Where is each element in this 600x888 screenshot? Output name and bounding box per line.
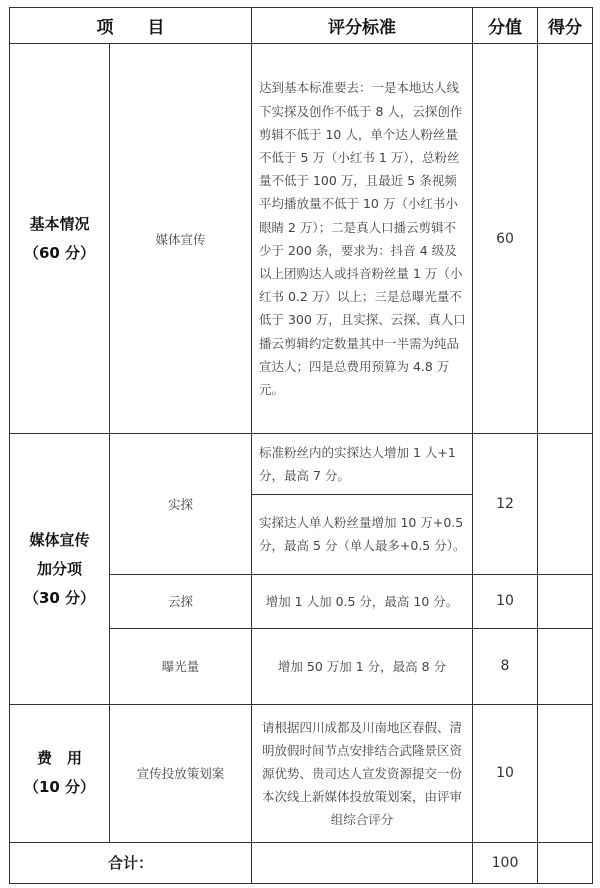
total-value: 100 (473, 842, 538, 883)
total-label: 合计： (10, 842, 252, 883)
category-fees-points: （10 分） (23, 778, 96, 797)
criteria-fees: 请根据四川成都及川南地区春假、清明放假时间节点安排结合武隆景区资源优势、贵司达人宣发资源提交一份本次线上新媒体投放策划案，由评审组综合评分 (252, 704, 473, 842)
value-fees: 10 (473, 704, 538, 842)
subitem-shitan: 实探 (110, 434, 252, 574)
criteria-yuntan: 增加 1 人加 0.5 分，最高 10 分。 (252, 574, 473, 628)
category-basic (10, 44, 110, 434)
header-item: 项 目 (10, 8, 252, 44)
score-yuntan[interactable] (538, 574, 593, 628)
total-criteria-empty (252, 842, 473, 883)
row-basic (10, 44, 593, 434)
value-exposure: 8 (473, 628, 538, 704)
score-basic[interactable] (538, 44, 593, 434)
criteria-shitan-2: 实探达人单人粉丝量增加 10 万+0.5 分，最高 5 分（单人最多+0.5 分）。 (252, 494, 473, 574)
category-fees-name: 费 用 (36, 749, 82, 768)
value-shitan: 12 (473, 434, 538, 574)
category-bonus-points: （30 分） (23, 588, 96, 607)
category-bonus-name-2: 加分项 (36, 559, 82, 578)
score-fees[interactable] (538, 704, 593, 842)
value-yuntan: 10 (473, 574, 538, 628)
score-exposure[interactable] (538, 628, 593, 704)
total-score[interactable] (538, 842, 593, 883)
header-row (10, 8, 593, 44)
score-shitan[interactable] (538, 434, 593, 574)
row-total (10, 842, 593, 883)
criteria-shitan-1: 标准粉丝内的实探达人增加 1 人+1 分，最高 7 分。 (252, 434, 473, 494)
category-bonus-name-1: 媒体宣传 (29, 530, 90, 549)
category-basic-points: （60 分） (23, 243, 96, 262)
subitem-yuntan: 云探 (110, 574, 252, 628)
subitem-media: 媒体宣传 (110, 44, 252, 434)
criteria-basic: 达到基本标准要去：一是本地达人线下实探及创作不低于 8 人，云探创作剪辑不低于 10 人，单个达人粉丝量不低于 5 万（小红书 1 万），总粉丝量不低于 100 万，且最近 5 条视频平均播放量不低于 10 万（小红书小眼睛 2 万）；二是真人口播云剪辑不少于 200 条，要求为：抖音 4 级及以上团购达人或抖音粉丝量 1 万（小红书 0.2 万）以上；三是总曝光量不低于 300 万，且实探、云探、真人口播云剪辑约定数量其中一半需为纯品宣达人；四是总费用预算为 4.8 万元。 (252, 44, 473, 434)
subitem-plan: 宣传投放策划案 (110, 704, 252, 842)
row-bonus-shitan-1 (10, 434, 593, 494)
subitem-exposure: 曝光量 (110, 628, 252, 704)
value-basic: 60 (473, 44, 538, 434)
scoring-table (9, 7, 593, 884)
header-criteria: 评分标准 (252, 8, 473, 44)
header-score: 得分 (538, 8, 593, 44)
header-value: 分值 (473, 8, 538, 44)
row-fees (10, 704, 593, 842)
category-bonus (10, 434, 110, 704)
category-fees (10, 704, 110, 842)
criteria-exposure: 增加 50 万加 1 分，最高 8 分 (252, 628, 473, 704)
category-basic-name: 基本情况 (29, 214, 90, 233)
